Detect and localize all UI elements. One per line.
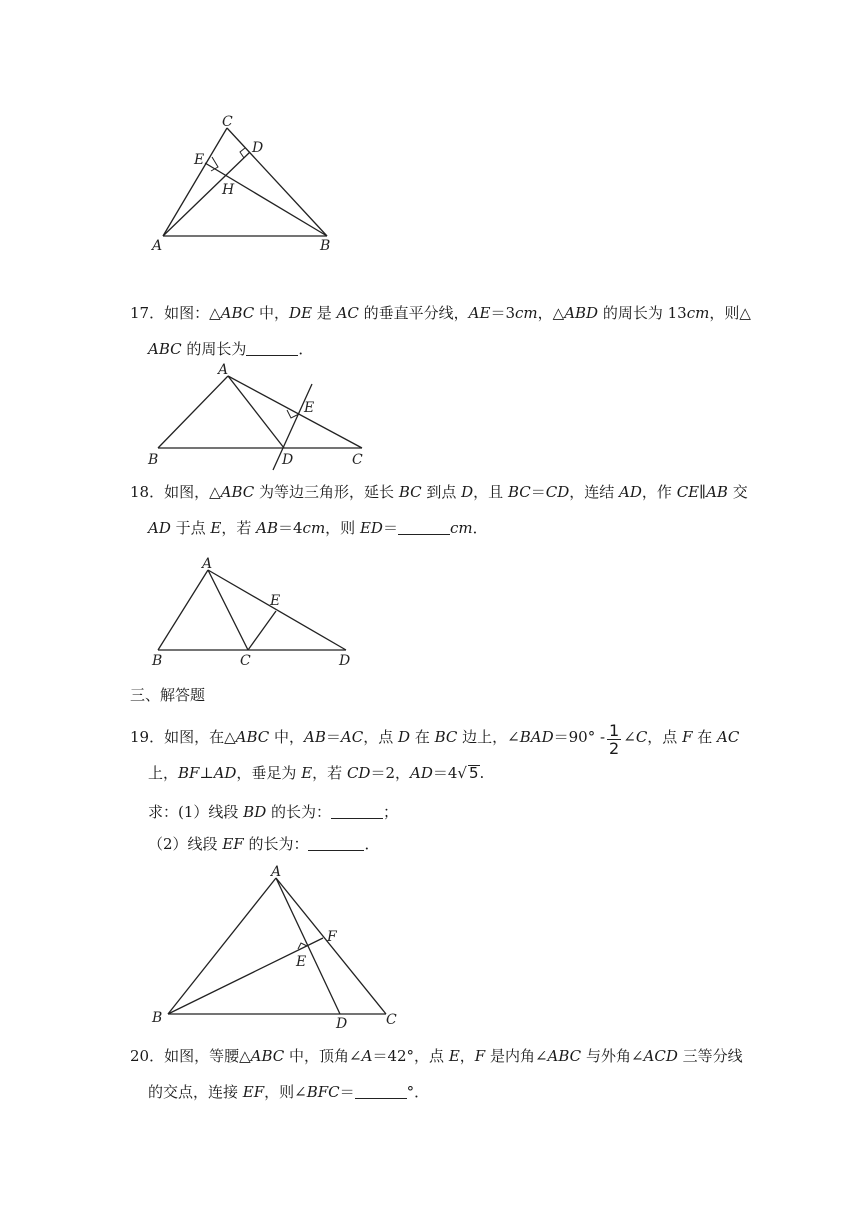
answer-blank [246,341,298,356]
math-symbol: ABC [547,1047,582,1065]
math-symbol: BFC [306,1083,340,1101]
label-e: E [194,152,205,168]
label-f: F [327,929,337,945]
label-a: A [152,238,163,254]
math-symbol: AB [256,519,278,537]
math-symbol: cm [302,519,326,537]
math-symbol: CE [676,483,700,501]
label-e: E [304,400,315,416]
math-symbol: ACD [643,1047,678,1065]
text-run: 的周长为 [181,340,247,358]
math-symbol: ABC [235,728,270,746]
radicand: 5 [468,764,479,782]
label-d: D [339,653,351,669]
text-run: ＝ [382,519,398,537]
text-run: ． [364,835,380,853]
math-symbol: AC [717,728,740,746]
math-symbol: BF [178,764,200,782]
label-d: D [336,1016,348,1032]
text-run: 到点 [421,483,462,501]
math-symbol: BAD [519,728,554,746]
q20-line-2 [148,1081,429,1103]
math-symbol: A [361,1047,373,1065]
math-symbol: BD [243,803,267,821]
math-symbol: DE [289,304,313,322]
label-c: C [352,452,363,468]
text-run: ⊥ [199,764,214,782]
q18-number: 18． [130,483,165,501]
text-run: ， [459,1047,475,1065]
text-run: 为等边三角形，延长 [254,483,399,501]
math-symbol: ABC [220,304,255,322]
text-run: ＝ [339,1083,355,1101]
q19-number: 19． [130,728,165,746]
math-symbol: E [210,519,222,537]
text-run: 的交点，连接 [148,1083,243,1101]
fraction-one-half [607,722,621,757]
math-symbol: cm [515,304,538,322]
figure-perpendicular-bisector [140,360,380,475]
text-run: ，若 [221,519,257,537]
text-run: 与外角∠ [581,1047,644,1065]
q19-text-2b [480,764,485,782]
label-a: A [271,864,282,880]
label-e: E [296,954,307,970]
text-run: 于点 [170,519,211,537]
math-symbol: BC [434,728,458,746]
label-b: B [152,653,163,669]
text-run: ＝90° - [553,728,606,746]
q19-text-1b [623,728,739,746]
q17-number: 17． [130,304,165,322]
text-run: ＝4 [432,764,458,782]
math-symbol: AC [340,728,364,746]
math-symbol: AC [336,304,359,322]
text-run: ∠ [623,728,636,746]
text-run: ＝ [530,483,546,501]
q19-text-4 [148,835,379,853]
text-run: 是 [312,304,337,322]
text-run: 如图，在△ [164,728,236,746]
math-symbol: D [398,728,411,746]
q17-text-2 [148,340,313,358]
text-run: 的垂直平分线， [358,304,469,322]
text-run: 在 [410,728,435,746]
text-run: ，△ [537,304,565,322]
math-symbol: BC [507,483,531,501]
q19-line-2 [148,762,484,784]
text-run: ＝42°，点 [372,1047,449,1065]
math-symbol: AB [706,483,728,501]
q17-line-1 [130,302,751,324]
answer-blank [355,1084,407,1099]
math-symbol: ED [359,519,383,537]
label-c: C [222,114,233,130]
math-symbol: E [448,1047,460,1065]
label-a: A [202,556,213,572]
q18-text-2 [148,519,488,537]
math-symbol: E [301,764,313,782]
text-run: ＝4 [278,519,303,537]
text-run: ； [383,803,399,821]
label-e: E [270,593,281,609]
math-symbol: BC [398,483,422,501]
q19-line-3 [148,801,398,823]
q19-text-2a [148,764,457,782]
text-run: 的长为： [243,835,309,853]
math-symbol: EF [222,835,244,853]
math-symbol: ABC [148,340,182,358]
label-b: B [320,238,331,254]
text-run: ，则 [325,519,360,537]
math-symbol: ABD [564,304,599,322]
text-run: 的周长为 13 [598,304,687,322]
q20-text-2 [148,1083,429,1101]
q18-text-1 [164,483,748,501]
math-symbol: cm [449,519,473,537]
q19-line-1 [130,722,739,757]
text-run: ，且 [473,483,508,501]
math-symbol: ABC [250,1047,285,1065]
math-symbol: F [682,728,693,746]
q19-text-3 [148,803,398,821]
text-run: ，垂足为 [236,764,302,782]
figure-isosceles-bf-perp-ad [140,862,410,1032]
math-symbol: C [635,728,648,746]
text-run: ，作 [641,483,677,501]
text-run: ，则△ [709,304,751,322]
text-run: ＝ [325,728,341,746]
math-symbol: AE [468,304,491,322]
math-symbol: CD [346,764,371,782]
math-symbol: AD [410,764,433,782]
section-title: 三、解答题 [130,686,206,704]
answer-blank [308,836,364,851]
math-symbol: D [461,483,474,501]
text-run: 在 [692,728,718,746]
label-d: D [282,452,294,468]
math-symbol: AB [304,728,326,746]
math-symbol: F [474,1047,486,1065]
text-run: 是内角∠ [485,1047,548,1065]
math-symbol: AD [619,483,642,501]
text-run: ，若 [312,764,347,782]
math-symbol: cm [686,304,710,322]
q19-line-4 [148,833,379,855]
label-c: C [386,1012,397,1028]
q18-line-2 [148,517,488,539]
text-run: ，则∠ [264,1083,307,1101]
math-symbol: CD [545,483,570,501]
text-run: 中，顶角∠ [284,1047,362,1065]
math-symbol: AD [148,519,171,537]
text-run: 上， [148,764,179,782]
label-b: B [148,452,159,468]
text-run: 求：(1）线段 [148,803,244,821]
math-symbol: AD [213,764,237,782]
text-run: 交 [727,483,748,501]
answer-blank [331,804,383,819]
label-d: D [252,140,264,156]
figure-triangle-abc-altitudes [140,108,350,258]
text-run: ＝2， [370,764,410,782]
label-a: A [218,362,229,378]
answer-blank [398,520,450,535]
text-run: 如图：△ [164,304,221,322]
label-b: B [152,1010,163,1026]
text-run: 的长为： [266,803,332,821]
text-run: 如图，等腰△ [164,1047,251,1065]
figure-equilateral-extension [140,553,370,671]
q18-line-1 [130,481,748,503]
fraction-numerator: 1 [609,721,620,740]
q20-text-1 [164,1047,743,1065]
label-c: C [240,653,251,669]
section-heading [130,684,205,706]
math-symbol: EF [242,1083,265,1101]
text-run: . [479,764,485,782]
text-run: ，点 [647,728,683,746]
text-run: ＝3 [490,304,516,322]
text-run: 边上，∠ [457,728,520,746]
text-run: 中， [269,728,305,746]
q20-number: 20． [130,1047,165,1065]
text-run: °． [406,1083,430,1101]
text-run: （2）线段 [148,835,223,853]
label-h: H [222,182,235,198]
q17-line-2 [148,338,313,360]
q20-line-1 [130,1045,743,1067]
text-run: ∥ [699,483,707,501]
math-symbol: ABC [220,483,255,501]
text-run: 三等分线 [677,1047,743,1065]
text-run: ，连结 [569,483,620,501]
q19-text-1a [164,728,605,746]
radical-sign: √ [457,764,467,782]
text-run: ，点 [363,728,399,746]
text-run: ． [472,519,488,537]
text-run: 如图，△ [164,483,221,501]
fraction-denominator: 2 [609,739,620,758]
q17-text-1 [164,304,751,322]
text-run: ． [298,340,314,358]
text-run: 中， [254,304,290,322]
